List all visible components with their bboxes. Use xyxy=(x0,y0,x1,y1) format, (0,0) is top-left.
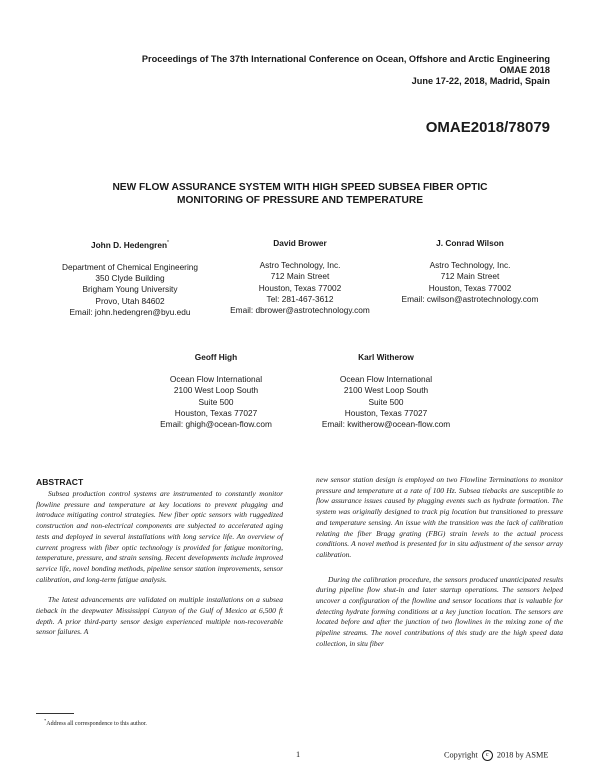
abstract-heading: ABSTRACT xyxy=(36,477,84,487)
title-line-1: NEW FLOW ASSURANCE SYSTEM WITH HIGH SPEED SUBSEA FIBER OPTIC xyxy=(112,182,488,193)
footnote-text: Address all correspondence to this author. xyxy=(46,721,147,727)
author-block xyxy=(286,352,486,430)
author-affiliation-line: Suite 500 xyxy=(198,396,234,407)
author-name: David Brower xyxy=(273,238,327,248)
author-affiliation-line: Astro Technology, Inc. xyxy=(429,260,511,271)
author-affiliation-line: 350 Clyde Building xyxy=(95,273,165,284)
author-affiliation-line: 712 Main Street xyxy=(270,271,330,282)
author-affiliation-line: 712 Main Street xyxy=(440,271,500,282)
author-name: Karl Witherow xyxy=(358,352,414,362)
conference-name: Proceedings of The 37th International Conference on Ocean, Offshore and Arctic Engineering xyxy=(141,54,550,64)
author-affiliation-line: Ocean Flow International xyxy=(339,374,433,385)
paper-id: OMAE2018/78079 xyxy=(425,119,550,136)
conference-header xyxy=(142,54,550,87)
author-affiliation-line: 2100 West Loop South xyxy=(173,385,259,396)
author-affiliation-line: Department of Chemical Engineering xyxy=(61,261,199,272)
author-email: Email: dbrower@astrotechnology.com xyxy=(230,305,370,316)
author-name: Geoff High xyxy=(194,352,238,362)
copyright-prefix: Copyright xyxy=(444,750,478,760)
conference-short-name: OMAE 2018 xyxy=(499,65,550,75)
author-name: John D. Hedengren* xyxy=(90,239,169,250)
conference-dates-location: June 17-22, 2018, Madrid, Spain xyxy=(411,76,550,86)
author-email: Email: kwitherow@ocean-flow.com xyxy=(321,419,451,430)
author-affiliation-line: Astro Technology, Inc. xyxy=(259,260,341,271)
abstract-left-column xyxy=(36,489,283,638)
footnote xyxy=(44,718,147,727)
author-affiliation-line: Houston, Texas 77002 xyxy=(428,282,512,293)
author-affiliation-line: Houston, Texas 77002 xyxy=(258,282,342,293)
author-affiliation-line: Houston, Texas 77027 xyxy=(344,407,428,418)
author-email: Email: john.hedengren@byu.edu xyxy=(69,306,191,317)
footnote-mark: * xyxy=(44,718,47,723)
author-affiliation-line: Provo, Utah 84602 xyxy=(95,295,165,306)
abstract-right-column xyxy=(316,475,563,650)
title-line-2: MONITORING OF PRESSURE AND TEMPERATURE xyxy=(176,195,424,206)
copyright-suffix: 2018 by ASME xyxy=(496,750,549,760)
paper-title xyxy=(0,181,600,207)
abstract-paragraph: During the calibration procedure, the sensors produced unanticipated results during pipeline flow shut-in and later startup operations. The sensors helped uncover a configuration of the flowline and sensor locations that is valuable for detecting hydrate forming conditions at a key junction location. The sensors are located before and after the junction of two flowlines in the mixing zone of the pipeline streams. The novel contributions of this study are the high speed data collection, in situ fiber xyxy=(316,574,563,648)
author-phone: Tel: 281-467-3612 xyxy=(266,293,334,304)
copyright-icon: c xyxy=(482,750,493,761)
page-number: 1 xyxy=(296,750,301,759)
author-affiliation-line: Ocean Flow International xyxy=(169,374,263,385)
author-affiliation-line: Houston, Texas 77027 xyxy=(174,407,258,418)
author-email: Email: ghigh@ocean-flow.com xyxy=(160,419,272,430)
author-name: J. Conrad Wilson xyxy=(436,238,504,248)
footnote-rule xyxy=(36,713,74,714)
abstract-paragraph: Subsea production control systems are instrumented to constantly monitor flowline pressure and temperature at key locations to prevent plugging and introduce mitigating control strategies. New fiber optic sensors with ruggedized construction and non-electrical components are subjected to accelerated aging tests and deployed in several installations with long service life. An overview of current progress with fiber optic technology is provided for fatigue monitoring, temperature, pressure, and strain sensing. Recent developments include improved service life, novel bonding methods, pipeline sensor station improvements, sensor calibration, and long-term fatigue analysis. xyxy=(36,489,283,584)
author-email: Email: cwilson@astrotechnology.com xyxy=(401,293,539,304)
author-affiliation-line: Brigham Young University xyxy=(82,284,178,295)
author-affiliation-line: 2100 West Loop South xyxy=(343,385,429,396)
abstract-paragraph: The latest advancements are validated on multiple installations on a subsea tieback in the deepwater Mississippi Canyon of the Gulf of Mexico at 6,500 ft depth. A prior third-party sensor design experienced multiple non-recoverable sensor failures. A xyxy=(36,595,283,637)
author-block xyxy=(370,238,570,305)
copyright-notice xyxy=(444,750,548,761)
author-affiliation-line: Suite 500 xyxy=(368,396,404,407)
abstract-paragraph: new sensor station design is employed on two Flowline Terminations to monitor pressure and temperature at a rate of 100 Hz. Subsea tiebacks are susceptible to flow assurance issues caused by plugging events such as hydrate formation. The system was originally designed to track pig location but transitioned to pressure and temperature sensing. An issue with the transition was the lack of calibration relating the fiber Bragg grating (FBG) strain levels to the actual process conditions. A novel method is presented for in situ adjustment of the sensor array calibration. xyxy=(316,475,563,559)
